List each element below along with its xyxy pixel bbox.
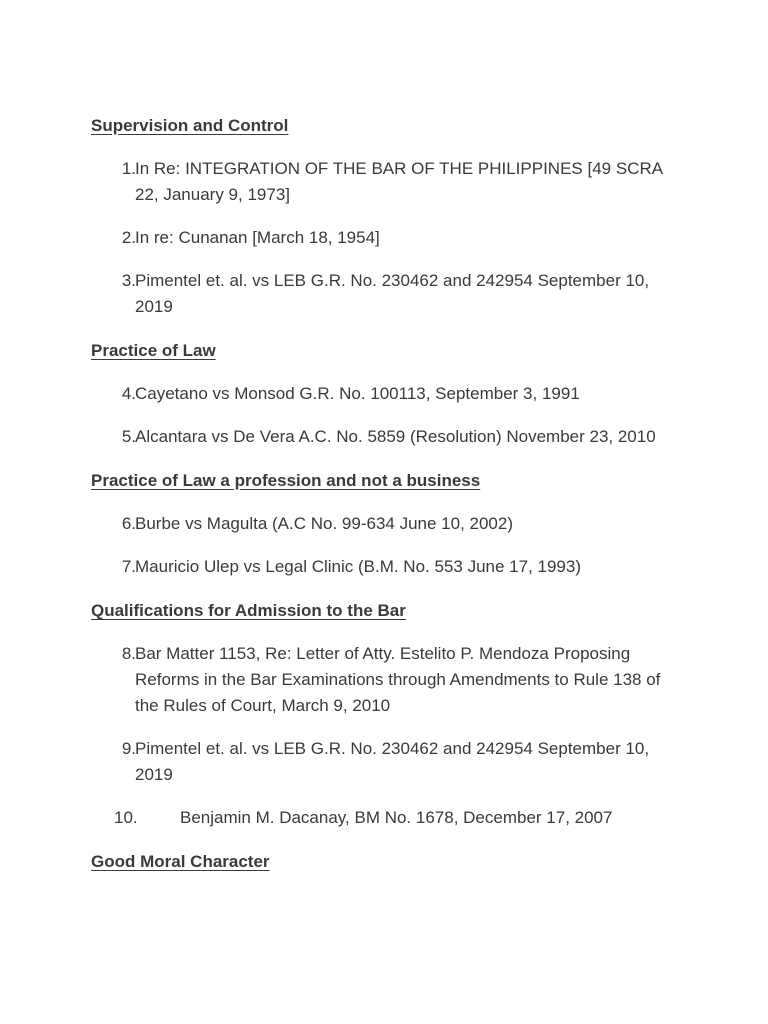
case-list-supervision	[91, 156, 681, 320]
list-item-number: 7.	[121, 557, 136, 576]
document-content	[91, 113, 681, 892]
section-heading-practice-of-law: Practice of Law	[91, 341, 216, 360]
list-item	[91, 225, 681, 251]
list-item-text: Pimentel et. al. vs LEB G.R. No. 230462 and 242954 September 10, 2019	[135, 271, 650, 316]
case-list-practice-of-law	[91, 381, 681, 450]
list-item-text: Burbe vs Magulta (A.C No. 99-634 June 10, 2002)	[135, 514, 513, 533]
section-heading-good-moral-character: Good Moral Character	[91, 852, 270, 871]
list-item-number: 10.	[114, 808, 138, 827]
list-item-number: 8.	[121, 644, 136, 663]
list-item	[91, 268, 681, 320]
list-item-number: 3.	[121, 271, 136, 290]
list-item	[91, 381, 681, 407]
list-item	[91, 424, 681, 450]
list-item	[91, 511, 681, 537]
list-item-text: In Re: INTEGRATION OF THE BAR OF THE PHILIPPINES [49 SCRA 22, January 9, 1973]	[135, 159, 663, 204]
list-item-number: 9.	[121, 739, 136, 758]
list-item	[91, 156, 681, 208]
list-item-number: 4.	[121, 384, 136, 403]
list-item-text: Cayetano vs Monsod G.R. No. 100113, September 3, 1991	[135, 384, 580, 403]
list-item-text: In re: Cunanan [March 18, 1954]	[135, 228, 380, 247]
list-item	[91, 805, 681, 831]
section-heading-qualifications: Qualifications for Admission to the Bar	[91, 601, 406, 620]
list-item-number: 1.	[121, 159, 136, 178]
list-item-text: Alcantara vs De Vera A.C. No. 5859 (Resolution) November 23, 2010	[135, 427, 656, 446]
list-item-number: 5.	[121, 427, 136, 446]
section-heading-profession-not-business: Practice of Law a profession and not a business	[91, 471, 481, 490]
list-item	[91, 554, 681, 580]
list-item-text: Bar Matter 1153, Re: Letter of Atty. Estelito P. Mendoza Proposing Reforms in the Bar Examinations through Amendments to Rule 138 of the Rules of Court, March 9, 2010	[135, 644, 661, 715]
list-item-number: 6.	[121, 514, 136, 533]
section-heading-supervision-and-control: Supervision and Control	[91, 116, 289, 135]
list-item-number: 2.	[121, 228, 136, 247]
list-item-text: Mauricio Ulep vs Legal Clinic (B.M. No. 553 June 17, 1993)	[135, 557, 581, 576]
list-item	[91, 736, 681, 788]
list-item	[91, 641, 681, 719]
case-list-profession	[91, 511, 681, 580]
list-item-text: Benjamin M. Dacanay, BM No. 1678, December 17, 2007	[180, 808, 613, 827]
list-item-text: Pimentel et. al. vs LEB G.R. No. 230462 and 242954 September 10, 2019	[135, 739, 650, 784]
case-list-qualifications	[91, 641, 681, 831]
